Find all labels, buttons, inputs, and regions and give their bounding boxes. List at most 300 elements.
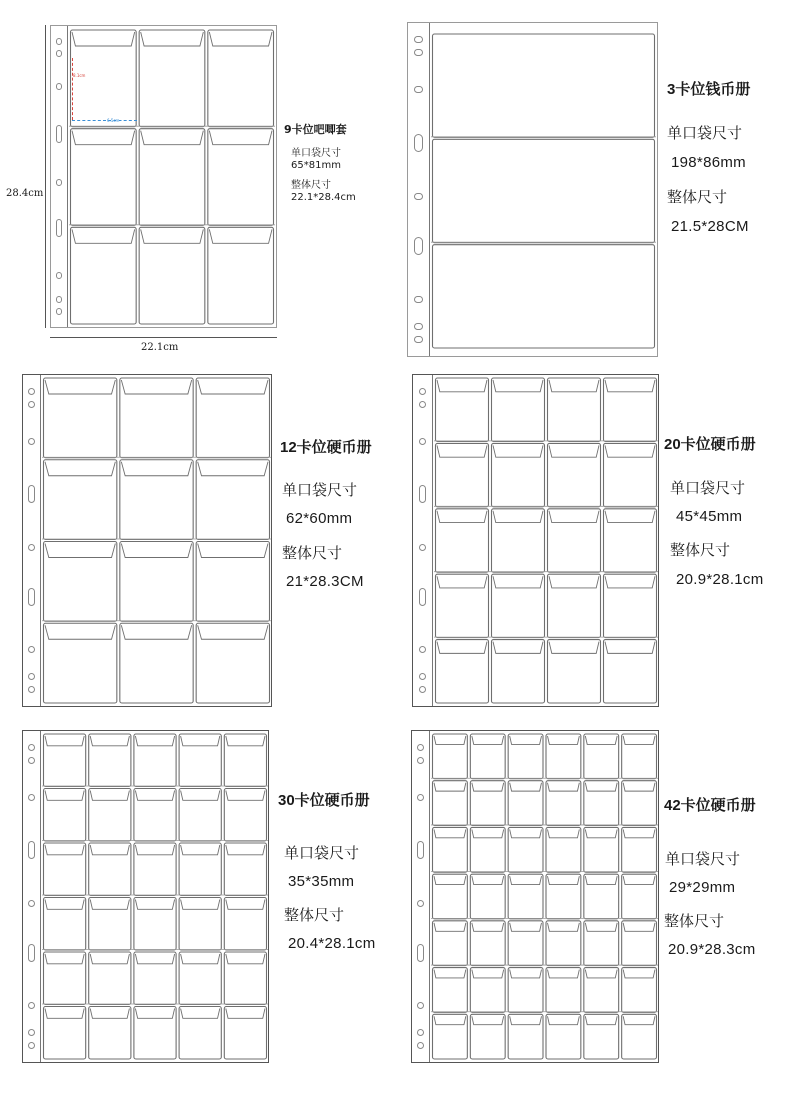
pocket-outline xyxy=(584,781,619,826)
pocket xyxy=(44,378,117,458)
panel-title: 42卡位硬币册 xyxy=(664,797,756,814)
punch-hole xyxy=(414,86,423,93)
panel-title: 12卡位硬币册 xyxy=(280,439,372,456)
punch-hole xyxy=(28,388,35,395)
punch-strip xyxy=(51,26,68,327)
pocket-outline xyxy=(470,734,505,779)
pocket-outline xyxy=(548,378,601,441)
pocket-size-label: 单口袋尺寸 xyxy=(284,845,360,862)
pocket xyxy=(179,898,221,951)
punch-hole xyxy=(417,1029,424,1036)
pocket-size-value: 29*29mm xyxy=(669,879,736,896)
pocket xyxy=(44,952,86,1005)
pocket xyxy=(224,843,266,896)
pocket-outline xyxy=(196,542,269,622)
punch-hole xyxy=(28,1002,35,1009)
punch-hole xyxy=(414,49,423,56)
pocket-outline xyxy=(492,574,545,637)
pocket xyxy=(433,968,468,1013)
pocket-outline xyxy=(584,734,619,779)
pocket-outline xyxy=(44,734,86,787)
punch-hole xyxy=(419,686,427,693)
pocket xyxy=(196,460,269,540)
punch-hole xyxy=(56,83,63,90)
pocket xyxy=(548,378,601,441)
punch-hole xyxy=(419,438,427,445)
pocket-outline xyxy=(44,1007,86,1060)
pocket xyxy=(433,874,468,919)
pocket xyxy=(622,734,657,779)
pocket xyxy=(546,734,581,779)
pocket-outline xyxy=(44,898,86,951)
overall-size-label: 整体尺寸 xyxy=(284,907,345,924)
pocket xyxy=(179,952,221,1005)
pocket xyxy=(89,789,131,842)
pocket-outline xyxy=(196,623,269,703)
pocket-outline xyxy=(436,509,489,572)
punch-hole xyxy=(28,438,35,445)
pocket-outline xyxy=(622,968,657,1013)
pocket xyxy=(508,827,543,872)
pocket-grid-12 xyxy=(42,377,271,704)
sheet-20 xyxy=(412,374,659,707)
pocket-size-label: 单口袋尺寸 xyxy=(291,148,341,159)
pocket-outline xyxy=(508,921,543,966)
pocket xyxy=(584,734,619,779)
panel-title: 30卡位硬币册 xyxy=(278,792,370,809)
pocket xyxy=(433,139,655,242)
pocket xyxy=(584,827,619,872)
pocket xyxy=(492,640,545,703)
pocket-outline xyxy=(224,1007,266,1060)
pocket xyxy=(71,129,137,226)
pocket-outline xyxy=(508,827,543,872)
pocket xyxy=(492,443,545,506)
pocket xyxy=(604,509,657,572)
pocket-outline xyxy=(179,1007,221,1060)
punch-hole xyxy=(28,646,35,653)
pocket xyxy=(44,898,86,951)
pocket xyxy=(492,378,545,441)
pocket xyxy=(433,245,655,348)
punch-hole xyxy=(28,841,35,859)
pocket xyxy=(604,574,657,637)
pocket-outline xyxy=(44,542,117,622)
pocket xyxy=(508,874,543,919)
pocket-outline xyxy=(584,827,619,872)
pocket xyxy=(546,921,581,966)
overall-size-value: 20.4*28.1cm xyxy=(288,935,376,952)
width-marker-label: 6.5cm xyxy=(107,118,120,123)
pocket-outline xyxy=(134,952,176,1005)
pocket xyxy=(179,734,221,787)
punch-hole xyxy=(419,401,427,408)
pocket xyxy=(89,734,131,787)
pocket xyxy=(89,898,131,951)
punch-hole xyxy=(56,125,63,143)
punch-hole xyxy=(56,272,63,279)
pocket-outline xyxy=(134,1007,176,1060)
pocket-outline xyxy=(508,781,543,826)
pocket-outline xyxy=(224,789,266,842)
sheet-12 xyxy=(22,374,272,707)
punch-hole xyxy=(28,757,35,764)
pocket xyxy=(224,898,266,951)
punch-hole xyxy=(56,219,63,237)
pocket xyxy=(208,30,274,127)
pocket-outline xyxy=(120,542,193,622)
pocket xyxy=(470,734,505,779)
pocket xyxy=(89,952,131,1005)
pocket-grid-3 xyxy=(431,33,656,349)
punch-hole xyxy=(417,757,424,764)
pocket-outline xyxy=(139,30,205,127)
overall-size-value: 20.9*28.3cm xyxy=(668,941,756,958)
pocket xyxy=(546,874,581,919)
overall-size-label: 整体尺寸 xyxy=(667,189,728,206)
pocket-outline xyxy=(433,245,655,348)
pocket xyxy=(433,827,468,872)
punch-hole xyxy=(417,944,424,962)
pocket-outline xyxy=(44,789,86,842)
punch-hole xyxy=(419,646,427,653)
pocket-outline xyxy=(433,968,468,1013)
pocket xyxy=(120,542,193,622)
pocket xyxy=(139,129,205,226)
pocket-size-label: 单口袋尺寸 xyxy=(670,480,746,497)
pocket-outline xyxy=(470,1014,505,1059)
sheet-9 xyxy=(50,25,277,328)
punch-hole xyxy=(28,673,35,680)
pocket xyxy=(224,734,266,787)
pocket xyxy=(508,921,543,966)
pocket-outline xyxy=(548,509,601,572)
overall-size-value: 21.5*28CM xyxy=(671,218,749,235)
pocket xyxy=(436,640,489,703)
punch-hole xyxy=(417,744,424,751)
pocket-outline xyxy=(584,1014,619,1059)
pocket-outline xyxy=(134,734,176,787)
pocket xyxy=(436,574,489,637)
pocket-outline xyxy=(546,921,581,966)
pocket-outline xyxy=(604,378,657,441)
punch-hole xyxy=(28,794,35,801)
pocket-outline xyxy=(546,968,581,1013)
pocket-outline xyxy=(120,378,193,458)
pocket-outline xyxy=(604,509,657,572)
pocket xyxy=(208,129,274,226)
pocket-outline xyxy=(492,640,545,703)
punch-hole xyxy=(56,296,63,303)
pocket xyxy=(470,921,505,966)
pocket xyxy=(622,781,657,826)
pocket xyxy=(433,1014,468,1059)
pocket xyxy=(134,843,176,896)
pocket xyxy=(584,1014,619,1059)
punch-hole xyxy=(56,308,63,315)
punch-hole xyxy=(417,1042,424,1049)
punch-hole xyxy=(28,686,35,693)
punch-hole xyxy=(417,794,424,801)
pocket-size-value: 62*60mm xyxy=(286,510,353,527)
pocket xyxy=(139,227,205,324)
pocket-outline xyxy=(622,1014,657,1059)
pocket xyxy=(584,874,619,919)
pocket-outline xyxy=(546,734,581,779)
pocket-outline xyxy=(179,843,221,896)
pocket xyxy=(604,443,657,506)
pocket-outline xyxy=(548,574,601,637)
pocket xyxy=(604,378,657,441)
punch-hole xyxy=(56,38,63,45)
punch-hole xyxy=(56,179,63,186)
punch-hole xyxy=(414,134,423,152)
pocket-outline xyxy=(71,129,137,226)
pocket-size-value: 65*81mm xyxy=(291,160,341,171)
pocket-outline xyxy=(179,952,221,1005)
height-marker-label: 8.1cm xyxy=(73,73,86,78)
pocket-outline xyxy=(470,827,505,872)
height-dimension-line xyxy=(45,25,46,328)
pocket-outline xyxy=(508,968,543,1013)
pocket-outline xyxy=(433,734,468,779)
pocket-outline xyxy=(134,898,176,951)
overall-size-value: 20.9*28.1cm xyxy=(676,571,764,588)
pocket xyxy=(508,734,543,779)
pocket xyxy=(44,623,117,703)
pocket-size-label: 单口袋尺寸 xyxy=(667,125,743,142)
pocket-outline xyxy=(492,509,545,572)
pocket-outline xyxy=(89,734,131,787)
pocket xyxy=(139,30,205,127)
sheet-3 xyxy=(407,22,658,357)
pocket-outline xyxy=(224,952,266,1005)
panel-title: 20卡位硬币册 xyxy=(664,436,756,453)
pocket xyxy=(433,921,468,966)
pocket-outline xyxy=(584,874,619,919)
pocket-outline xyxy=(71,30,137,127)
pocket xyxy=(44,789,86,842)
pocket xyxy=(224,1007,266,1060)
pocket xyxy=(546,827,581,872)
pocket xyxy=(470,827,505,872)
pocket-outline xyxy=(139,227,205,324)
pocket xyxy=(44,542,117,622)
pocket-grid-svg xyxy=(42,733,268,1060)
pocket-grid-svg xyxy=(434,377,658,704)
width-dimension-line xyxy=(50,337,277,338)
punch-hole xyxy=(414,336,423,343)
punch-hole xyxy=(56,50,63,57)
pocket-outline xyxy=(546,1014,581,1059)
punch-strip xyxy=(23,731,41,1062)
pocket-outline xyxy=(548,640,601,703)
pocket xyxy=(584,921,619,966)
pocket-outline xyxy=(196,378,269,458)
pocket xyxy=(584,968,619,1013)
pocket-outline xyxy=(546,781,581,826)
pocket xyxy=(436,378,489,441)
pocket xyxy=(44,734,86,787)
pocket xyxy=(622,827,657,872)
panel-title: 3卡位钱币册 xyxy=(667,81,751,98)
pocket-outline xyxy=(492,443,545,506)
pocket xyxy=(492,509,545,572)
pocket xyxy=(436,509,489,572)
pocket-outline xyxy=(546,827,581,872)
punch-hole xyxy=(28,544,35,551)
pocket-outline xyxy=(433,781,468,826)
overall-size-label: 整体尺寸 xyxy=(664,913,725,930)
pocket-outline xyxy=(622,781,657,826)
pocket xyxy=(224,952,266,1005)
pocket-outline xyxy=(470,968,505,1013)
punch-hole xyxy=(417,841,424,859)
punch-hole xyxy=(417,1002,424,1009)
panel-title: 9卡位吧唧套 xyxy=(284,123,347,136)
pocket-outline xyxy=(89,952,131,1005)
pocket-outline xyxy=(508,734,543,779)
pocket-outline xyxy=(584,968,619,1013)
sheet-42 xyxy=(411,730,659,1063)
pocket-grid-svg xyxy=(69,29,275,325)
pocket-outline xyxy=(622,874,657,919)
pocket-outline xyxy=(584,921,619,966)
pocket-outline xyxy=(44,378,117,458)
punch-strip xyxy=(412,731,430,1062)
pocket-outline xyxy=(224,898,266,951)
pocket-outline xyxy=(436,443,489,506)
overall-size-label: 整体尺寸 xyxy=(291,180,331,191)
pocket xyxy=(492,574,545,637)
punch-hole xyxy=(28,588,35,606)
punch-strip xyxy=(413,375,433,706)
pocket xyxy=(71,227,137,324)
pocket-outline xyxy=(546,874,581,919)
punch-hole xyxy=(419,673,427,680)
pocket-outline xyxy=(134,789,176,842)
pocket-outline xyxy=(44,952,86,1005)
pocket-outline xyxy=(224,843,266,896)
pocket-outline xyxy=(604,640,657,703)
pocket xyxy=(44,460,117,540)
overall-size-label: 整体尺寸 xyxy=(670,542,731,559)
pocket-grid-42 xyxy=(431,733,658,1060)
pocket-size-label: 单口袋尺寸 xyxy=(665,851,741,868)
pocket-outline xyxy=(179,898,221,951)
pocket-outline xyxy=(208,30,274,127)
pocket xyxy=(622,968,657,1013)
pocket xyxy=(470,1014,505,1059)
pocket-outline xyxy=(44,623,117,703)
pocket xyxy=(548,443,601,506)
pocket xyxy=(622,921,657,966)
pocket-outline xyxy=(134,843,176,896)
pocket xyxy=(622,1014,657,1059)
pocket xyxy=(622,874,657,919)
pocket xyxy=(224,789,266,842)
overall-size-value: 21*28.3CM xyxy=(286,573,364,590)
pocket-outline xyxy=(433,139,655,242)
pocket-outline xyxy=(44,843,86,896)
pocket xyxy=(436,443,489,506)
width-marker-line xyxy=(72,120,137,121)
pocket-outline xyxy=(470,874,505,919)
pocket xyxy=(134,1007,176,1060)
punch-hole xyxy=(28,944,35,962)
pocket xyxy=(196,623,269,703)
pocket-outline xyxy=(604,443,657,506)
pocket-outline xyxy=(433,827,468,872)
pocket xyxy=(508,1014,543,1059)
pocket xyxy=(196,542,269,622)
pocket-outline xyxy=(436,574,489,637)
pocket xyxy=(89,1007,131,1060)
punch-hole xyxy=(28,485,35,503)
punch-hole xyxy=(419,588,427,606)
pocket xyxy=(584,781,619,826)
pocket-grid-30 xyxy=(42,733,268,1060)
overall-size-label: 整体尺寸 xyxy=(282,545,343,562)
pocket-outline xyxy=(89,898,131,951)
pocket-outline xyxy=(433,921,468,966)
height-dimension: 28.4cm xyxy=(6,188,44,199)
pocket-size-value: 198*86mm xyxy=(671,154,746,171)
pocket-grid-svg xyxy=(431,733,658,1060)
pocket xyxy=(179,1007,221,1060)
pocket-outline xyxy=(508,874,543,919)
pocket xyxy=(548,640,601,703)
pocket xyxy=(120,460,193,540)
pocket xyxy=(433,781,468,826)
punch-hole xyxy=(414,237,423,255)
pocket-outline xyxy=(179,789,221,842)
pocket xyxy=(89,843,131,896)
pocket-outline xyxy=(470,921,505,966)
pocket-outline xyxy=(470,781,505,826)
pocket-outline xyxy=(89,1007,131,1060)
pocket-grid-20 xyxy=(434,377,658,704)
punch-strip xyxy=(408,23,430,356)
pocket xyxy=(44,1007,86,1060)
pocket-outline xyxy=(622,827,657,872)
pocket-outline xyxy=(622,921,657,966)
pocket xyxy=(179,843,221,896)
sheet-30 xyxy=(22,730,269,1063)
punch-hole xyxy=(414,193,423,200)
pocket-outline xyxy=(492,378,545,441)
pocket-outline xyxy=(89,843,131,896)
pocket-outline xyxy=(604,574,657,637)
pocket xyxy=(470,781,505,826)
pocket-outline xyxy=(433,1014,468,1059)
punch-hole xyxy=(414,296,423,303)
pocket-outline xyxy=(179,734,221,787)
pocket xyxy=(546,781,581,826)
pocket xyxy=(546,1014,581,1059)
pocket-outline xyxy=(44,460,117,540)
punch-hole xyxy=(28,900,35,907)
punch-hole xyxy=(28,1029,35,1036)
pocket xyxy=(179,789,221,842)
pocket-outline xyxy=(224,734,266,787)
pocket xyxy=(470,874,505,919)
width-dimension: 22.1cm xyxy=(141,342,179,353)
punch-hole xyxy=(28,1042,35,1049)
pocket-outline xyxy=(196,460,269,540)
pocket-outline xyxy=(89,789,131,842)
pocket xyxy=(208,227,274,324)
